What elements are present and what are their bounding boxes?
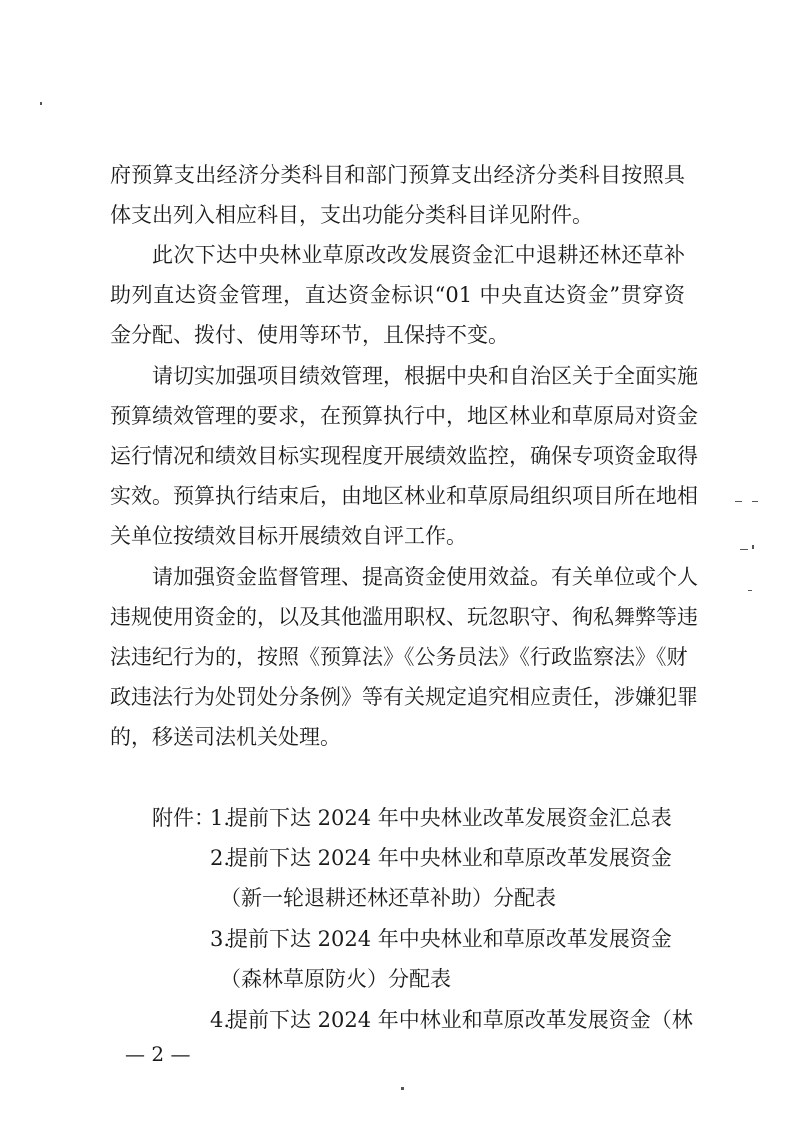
paragraph-1-line-2: 体支出列入相应科目，支出功能分类科目详见附件。 bbox=[110, 203, 593, 227]
paragraph-2-line-1: 此次下达中央林业草原改改发展资金汇中退耕还林还草补 bbox=[152, 243, 685, 267]
attachment-3-number: 3. bbox=[210, 927, 231, 951]
attachment-4-title-line-1: 提前下达 2024 年中林业和草原改革发展资金（林 bbox=[227, 1008, 693, 1032]
attachments-label: 附件： bbox=[152, 806, 215, 830]
page-number: — 2 — bbox=[125, 1042, 191, 1066]
scan-speck bbox=[752, 501, 758, 502]
attachment-1-title: 提前下达 2024 年中央林业改革发展资金汇总表 bbox=[227, 806, 672, 830]
attachment-1-number: 1. bbox=[210, 806, 231, 830]
attachment-3-title-line-2: （森林草原防火）分配表 bbox=[220, 967, 451, 991]
scan-speck bbox=[40, 102, 42, 105]
scan-speck bbox=[748, 590, 752, 591]
attachment-2-number: 2. bbox=[210, 846, 231, 870]
attachment-3-title-line-1: 提前下达 2024 年中央林业和草原改革发展资金 bbox=[227, 927, 672, 951]
paragraph-3-line-3: 运行情况和绩效目标实现程度开展绩效监控，确保专项资金取得 bbox=[110, 444, 698, 468]
paragraph-4-line-5: 的，移送司法机关处理。 bbox=[110, 725, 341, 749]
paragraph-4-line-2: 违规使用资金的，以及其他滥用职权、玩忽职守、徇私舞弊等违 bbox=[110, 605, 698, 629]
scan-speck bbox=[735, 501, 742, 502]
attachment-4-number: 4. bbox=[210, 1008, 231, 1032]
paragraph-3-line-5: 关单位按绩效目标开展绩效自评工作。 bbox=[110, 524, 467, 548]
paragraph-4-line-3: 法违纪行为的，按照《预算法》《公务员法》《行政监察法》《财 bbox=[110, 645, 688, 669]
paragraph-3-line-1: 请切实加强项目绩效管理，根据中央和自治区关于全面实施 bbox=[152, 364, 698, 388]
paragraph-1-line-1: 府预算支出经济分类科目和部门预算支出经济分类科目按照具 bbox=[110, 163, 685, 187]
paragraph-4-line-1: 请加强资金监督管理、提高资金使用效益。有关单位或个人 bbox=[152, 565, 698, 589]
paragraph-2-line-3: 金分配、拨付、使用等环节，且保持不变。 bbox=[110, 323, 509, 347]
paragraph-3-line-4: 实效。预算执行结束后，由地区林业和草原局组织项目所在地相 bbox=[110, 484, 698, 508]
paragraph-4-line-4: 政违法行为处罚处分条例》等有关规定追究相应责任，涉嫌犯罪 bbox=[110, 685, 698, 709]
paragraph-3-line-2: 预算绩效管理的要求，在预算执行中，地区林业和草原局对资金 bbox=[110, 404, 698, 428]
attachment-2-title-line-2: （新一轮退耕还林还草补助）分配表 bbox=[220, 886, 556, 910]
scan-speck bbox=[401, 1087, 404, 1090]
scan-speck bbox=[752, 545, 754, 549]
scan-speck bbox=[740, 549, 748, 550]
attachment-2-title-line-1: 提前下达 2024 年中央林业和草原改革发展资金 bbox=[227, 846, 672, 870]
paragraph-2-line-2: 助列直达资金管理，直达资金标识“01 中央直达资金”贯穿资 bbox=[110, 283, 685, 307]
